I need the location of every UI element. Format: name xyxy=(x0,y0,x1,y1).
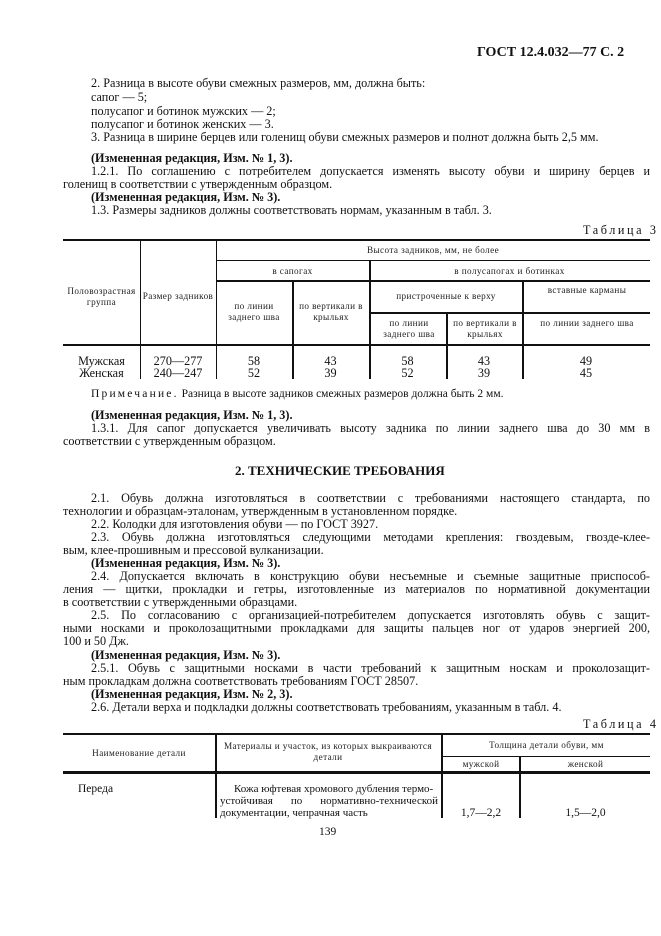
header-male: мужской xyxy=(462,759,500,769)
cell-group: Женская xyxy=(79,366,124,380)
cell-value: 43 xyxy=(477,354,491,368)
paragraph-2: 2. Разница в высоте обуви смежных размеров, мм, должна быть: xyxy=(91,76,426,90)
table-3-note xyxy=(91,388,503,402)
table-3-caption: Таблица 3 xyxy=(583,223,659,237)
cell-value: 39 xyxy=(324,366,337,380)
list-item-female: полусапог и ботинок женских — 3. xyxy=(91,117,274,131)
cell-part-name: Переда xyxy=(78,783,114,795)
cell-value: 49 xyxy=(579,354,593,368)
paragraph-1-3-1-line2: соответствии с утвержденным образцом. xyxy=(63,434,276,448)
cell-value: 39 xyxy=(477,366,491,380)
cell-value: 52 xyxy=(401,366,414,380)
paragraph-1-2-1-line2: голенищ в соответствии с утвержденным образцом. xyxy=(63,177,333,191)
paragraph-2-1-line2: технологии и образцам-эталонам, утвержденным в установленном порядке. xyxy=(63,504,458,518)
cell-material-line3: документации, чепрачная часть xyxy=(220,807,368,819)
header-pockets-back-seam: по линии заднего шва xyxy=(540,318,634,328)
amendment-note: (Измененная редакция, Изм. № 2, 3). xyxy=(91,687,293,701)
cell-value: 58 xyxy=(247,354,261,368)
note-text: Разница в высоте задников смежных размеров должна быть 2 мм. xyxy=(178,388,504,400)
list-item-boots: сапог — 5; xyxy=(91,90,148,104)
header-stitched: пристроченные к верху xyxy=(396,291,496,301)
paragraph-1-2-1-line1: 1.2.1. По соглашению с потребителем допускается изменять высоту обуви и ширину берцев и xyxy=(91,164,650,178)
cell-size: 240—247 xyxy=(153,366,203,380)
header-boots: в сапогах xyxy=(272,266,313,276)
cell-group: Мужская xyxy=(78,354,125,368)
header-material: Материалы и участок, из которых выкраиваются детали xyxy=(223,741,433,762)
cell-female: 1,5—2,0 xyxy=(565,807,606,819)
header-size: Размер задников xyxy=(142,291,214,301)
amendment-note: (Измененная редакция, Изм. № 3). xyxy=(91,556,281,570)
amendment-note: (Измененная редакция, Изм. № 3). xyxy=(91,648,281,662)
paragraph-2-5-1-line1: 2.5.1. Обувь с защитными носками в части требований к защитным носкам и проколозащит- xyxy=(91,661,650,675)
paragraph-2-5-1-line2: ным прокладкам должна соответствовать требованиям ГОСТ 28507. xyxy=(63,674,419,688)
header-boots-back-seam: по линии заднего шва xyxy=(228,301,280,322)
cell-male: 1,7—2,2 xyxy=(460,807,502,819)
paragraph-2-4-line3: в соответствии с утвержденными образцами. xyxy=(63,595,298,609)
paragraph-2-4-line2: ления — щитки, прокладки и гетры, изготовленные из материалов по нормативной документации xyxy=(63,582,650,596)
amendment-note: (Измененная редакция, Изм. № 1, 3). xyxy=(91,408,293,422)
document-reference: ГОСТ 12.4.032—77 С. 2 xyxy=(477,45,625,60)
header-stitched-vertical: по вертикали в крыльях xyxy=(453,318,517,339)
paragraph-2-4-line1: 2.4. Допускается включать в конструкцию обуви несъемные и съемные защитные приспособ- xyxy=(91,569,650,583)
paragraph-2-1-line1: 2.1. Обувь должна изготовляться в соответствии с требованиями настоящего стандарта, по xyxy=(91,491,650,505)
header-group: Половозрастная группа xyxy=(67,286,136,307)
paragraph-2-2: 2.2. Колодки для изготовления обуви — по ГОСТ 3927. xyxy=(91,517,379,531)
note-label: Примечание. xyxy=(91,388,179,400)
header-thickness: Толщина детали обуви, мм xyxy=(489,740,604,750)
paragraph-3: 3. Разница в ширине берцев или голенищ обуви смежных размеров и полнот должна быть 2,5 мм. xyxy=(91,130,599,144)
paragraph-2-6: 2.6. Детали верха и подкладки должны соответствовать требованиям, указанным в табл. 4. xyxy=(91,700,562,714)
page-number: 139 xyxy=(319,826,337,838)
header-female: женской xyxy=(567,759,604,769)
paragraph-2-5-line2: ными носками и проколозащитными прокладками для защиты пальцев ног от ударов энергией 200, xyxy=(63,621,650,635)
amendment-note: (Измененная редакция, Изм. № 3). xyxy=(91,190,281,204)
paragraph-2-5-line1: 2.5. По согласованию с организацией-потребителем допускается изготовлять обувь с защит- xyxy=(91,608,650,622)
paragraph-2-3-line2: вым, клее-прошивным и прессовой вулканизации. xyxy=(63,543,324,557)
header-height: Высота задников, мм, не более xyxy=(366,245,500,255)
paragraph-1-3: 1.3. Размеры задников должны соответствовать нормам, указанным в табл. 3. xyxy=(91,203,492,217)
header-stitched-back-seam: по линии заднего шва xyxy=(383,318,435,339)
cell-material-line2: устойчивая по нормативно-технической xyxy=(220,795,438,807)
list-item-male: полусапог и ботинок мужских — 2; xyxy=(91,104,276,118)
paragraph-2-3-line1: 2.3. Обувь должна изготовляться следующими методами крепления: гвоздевым, гвозде-клее- xyxy=(91,530,650,544)
section-2-title: 2. ТЕХНИЧЕСКИЕ ТРЕБОВАНИЯ xyxy=(235,463,445,478)
cell-value: 45 xyxy=(579,366,593,380)
table-4-caption: Таблица 4 xyxy=(583,717,659,731)
header-boots-vertical: по вертикали в крыльях xyxy=(299,301,363,322)
cell-value: 52 xyxy=(247,366,261,380)
header-part-name: Наименование детали xyxy=(92,748,186,758)
paragraph-1-3-1-line1: 1.3.1. Для сапог допускается увеличивать высоту задника по линии заднего шва до 30 мм в xyxy=(91,421,650,435)
header-pockets: вставные карманы xyxy=(547,285,627,295)
paragraph-2-5-line3: 100 и 50 Дж. xyxy=(63,634,129,648)
cell-value: 43 xyxy=(324,354,337,368)
amendment-note: (Измененная редакция, Изм. № 1, 3). xyxy=(91,151,293,165)
cell-material-line1: Кожа юфтевая хромового дубления термо- xyxy=(234,783,434,795)
header-half-boots: в полусапогах и ботинках xyxy=(454,266,565,276)
cell-value: 58 xyxy=(401,354,414,368)
cell-size: 270—277 xyxy=(153,354,203,368)
